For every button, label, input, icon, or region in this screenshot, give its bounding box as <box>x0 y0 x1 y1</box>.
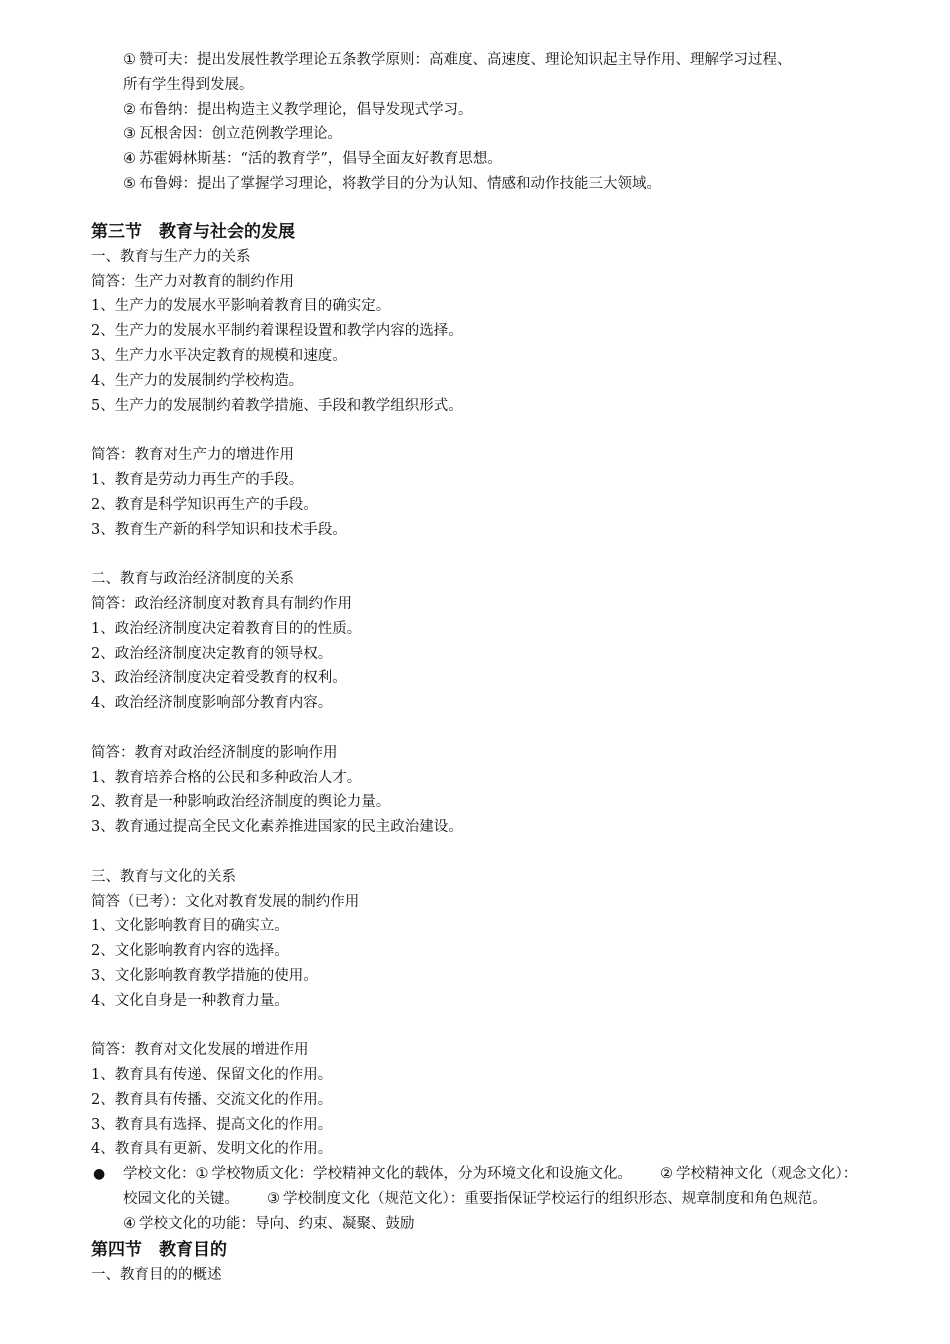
answer-item: 1、政治经济制度决定着教育目的的性质。 <box>91 620 362 637</box>
answer-item: 5、生产力的发展制约着教学措施、手段和教学组织形式。 <box>91 397 463 414</box>
list-number: ② <box>660 1166 673 1183</box>
question-title: 简答：教育对文化发展的增进作用 <box>91 1042 309 1059</box>
question-title: 简答：生产力对教育的制约作用 <box>91 273 294 290</box>
subsection-heading: 一、教育与生产力的关系 <box>91 248 251 265</box>
answer-item: 1、生产力的发展水平影响着教育目的确实定。 <box>91 298 391 315</box>
question-title: 简答（已考）：文化对教育发展的制约作用 <box>91 893 360 910</box>
list-number: ① <box>195 1166 209 1183</box>
answer-item: 2、文化影响教育内容的选择。 <box>91 943 289 960</box>
bullet-point: 学校物质文化：学校精神文化的载体，分为环境文化和设施文化。 <box>211 1166 632 1183</box>
list-number: ⑤ <box>123 175 136 192</box>
answer-item: 4、生产力的发展制约学校构造。 <box>91 372 304 389</box>
list-text: 苏霍姆林斯基：“活的教育学”，倡导全面友好教育思想。 <box>139 151 502 168</box>
list-text: 布鲁纳：提出构造主义教学理论，倡导发现式学习。 <box>139 101 473 118</box>
answer-item: 2、政治经济制度决定教育的领导权。 <box>91 645 333 662</box>
list-number: ④ <box>123 1215 136 1232</box>
list-number: ③ <box>267 1191 280 1208</box>
bullet-intro: 学校文化： <box>123 1166 196 1183</box>
answer-item: 3、文化影响教育教学措施的使用。 <box>91 967 318 984</box>
answer-item: 1、教育具有传递、保留文化的作用。 <box>91 1067 333 1084</box>
answer-item: 4、文化自身是一种教育力量。 <box>91 992 289 1009</box>
list-item <box>0 122 950 147</box>
list-item <box>0 172 950 197</box>
answer-item: 3、教育通过提高全民文化素养推进国家的民主政治建设。 <box>91 819 463 836</box>
list-item <box>0 147 950 172</box>
list-number: ③ <box>123 126 136 143</box>
bullet-point: 学校制度文化（规范文化）：重要指保证学校运行的组织形态、规章制度和角色规范。 <box>283 1191 827 1208</box>
section-heading: 第三节 教育与社会的发展 <box>91 221 295 242</box>
subsection-heading: 一、教育目的的概述 <box>91 1266 222 1283</box>
answer-item: 4、教育具有更新、发明文化的作用。 <box>91 1141 333 1158</box>
bullet-paragraph <box>0 1162 950 1236</box>
bullet-point: 学校精神文化（观念文化）：校园文化的关键。 <box>123 1166 858 1208</box>
bullet-icon: ● <box>93 1166 106 1183</box>
answer-item: 3、教育生产新的科学知识和技术手段。 <box>91 521 347 538</box>
list-item <box>0 98 950 123</box>
answer-item: 1、教育是劳动力再生产的手段。 <box>91 471 304 488</box>
answer-item: 3、政治经济制度决定着受教育的权利。 <box>91 670 347 687</box>
answer-item: 1、文化影响教育目的确实立。 <box>91 918 289 935</box>
list-text: 瓦根舍因：创立范例教学理论。 <box>139 126 342 143</box>
subsection-heading: 二、教育与政治经济制度的关系 <box>91 571 294 588</box>
bullet-point: 学校文化的功能：导向、约束、凝聚、鼓励 <box>139 1215 415 1232</box>
list-text: 布鲁姆：提出了掌握学习理论，将教学目的分为认知、情感和动作技能三大领域。 <box>139 175 661 192</box>
answer-item: 3、教育具有选择、提高文化的作用。 <box>91 1116 333 1133</box>
question-title: 简答：教育对政治经济制度的影响作用 <box>91 744 338 761</box>
list-item <box>0 48 950 73</box>
answer-item: 4、政治经济制度影响部分教育内容。 <box>91 695 333 712</box>
list-text: 赞可夫：提出发展性教学理论五条教学原则：高难度、高速度、理论知识起主导作用、理解学习过程、 <box>139 52 792 68</box>
list-number: ① <box>123 52 136 68</box>
question-title: 简答：政治经济制度对教育具有制约作用 <box>91 595 352 612</box>
answer-item: 2、生产力的发展水平制约着课程设置和教学内容的选择。 <box>91 323 463 340</box>
subsection-heading: 三、教育与文化的关系 <box>91 868 236 885</box>
list-number: ④ <box>123 151 136 168</box>
list-item-continuation: 所有学生得到发展。 <box>123 76 254 93</box>
list-number: ② <box>123 101 136 118</box>
answer-item: 2、教育是科学知识再生产的手段。 <box>91 496 318 513</box>
answer-item: 2、教育是一种影响政治经济制度的舆论力量。 <box>91 794 391 811</box>
answer-item: 3、生产力水平决定教育的规模和速度。 <box>91 347 347 364</box>
question-title: 简答：教育对生产力的增进作用 <box>91 447 294 464</box>
answer-item: 1、教育培养合格的公民和多种政治人才。 <box>91 769 362 786</box>
answer-item: 2、教育具有传播、交流文化的作用。 <box>91 1091 333 1108</box>
section-heading: 第四节 教育目的 <box>91 1239 227 1260</box>
